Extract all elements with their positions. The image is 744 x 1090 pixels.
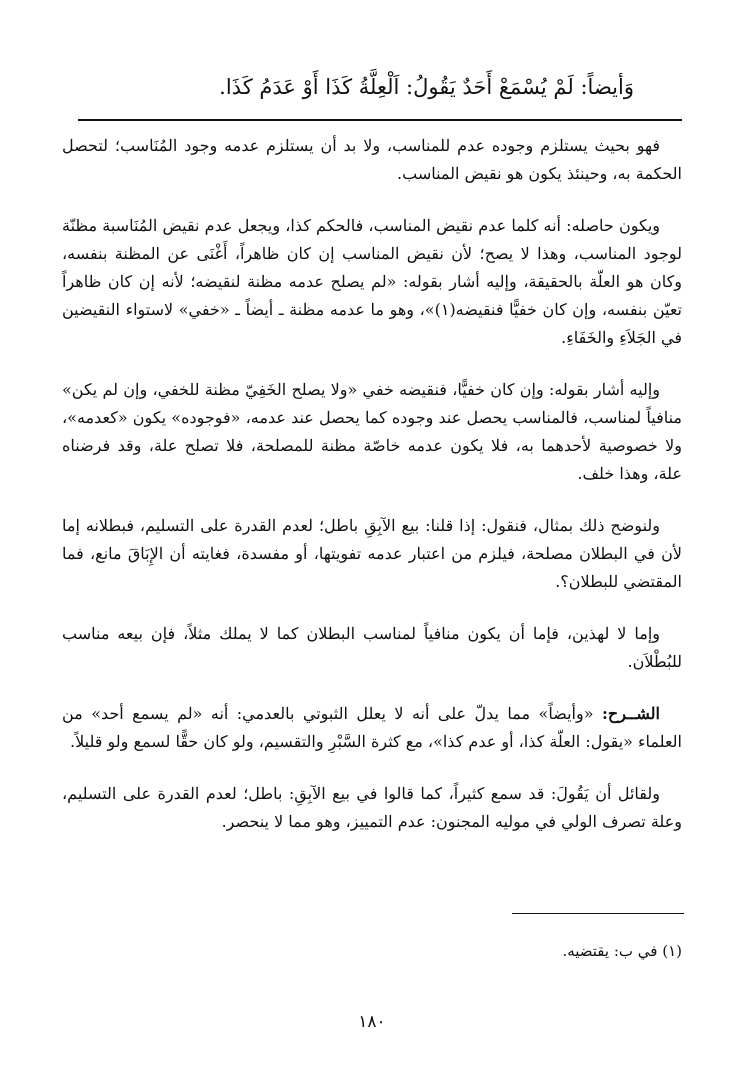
paragraph-4	[62, 512, 682, 596]
paragraph-6-text: «وأيضاً» مما يدلّ على أنه لا يعلل الثبوتي بالعدمي: أنه «لم يسمع أحد» من العلماء «يقول: العلّة كذا، أو عدم كذا»، مع كثرة السَّبْرِ والتقسيم، ولو كان حقًّا لسمع ولو قليلاً.	[62, 704, 682, 751]
paragraph-1-text: فهو بحيث يستلزم وجوده عدم للمناسب، ولا بد أن يستلزم عدمه وجود المُنَاسب؛ لتحصل الحكمة به، وحينئذ يكون هو نقيض المناسب.	[62, 136, 682, 183]
header-divider	[78, 119, 682, 121]
paragraph-1	[62, 132, 682, 188]
footnote-divider	[512, 913, 684, 914]
paragraph-7-text: ولقائل أن يَقُولَ: قد سمع كثيراً، كما قالوا في بيع الآبِقِ: باطل؛ لعدم القدرة على التسليم، وعلة تصرف الولي في موليه المجنون: عدم التمييز، وهو مما لا ينحصر.	[62, 784, 682, 831]
paragraph-7	[62, 780, 682, 836]
matn-heading: وَأيضاً: لَمْ يُسْمَعْ أَحَدٌ يَقُولُ: اَلْعِلَّةُ كَذَا أَوْ عَدَمُ كَذَا.	[219, 75, 634, 99]
paragraph-5	[62, 620, 682, 676]
footnote: (١) في ب: يقتضيه.	[562, 942, 682, 960]
sharh-label: الشــرح:	[601, 704, 660, 723]
paragraph-4-text: ولنوضح ذلك بمثال، فنقول: إذا قلنا: بيع الآبِقِ باطل؛ لعدم القدرة على التسليم، فبطلانه إما لأن في البطلان مصلحة، فيلزم من اعتبار عدمه تفويتها، أو مفسدة، فغايته أن الإِبَاقَ مانع، فما المقتضي للبطلان؟.	[62, 516, 682, 591]
paragraph-5-text: وإما لا لهذين، فإما أن يكون منافياً لمناسب البطلان كما لا يملك مثلاً، فإن بيعه مناسب للبُطْلاَن.	[62, 624, 682, 671]
paragraph-3	[62, 376, 682, 488]
commentary-body	[62, 132, 682, 860]
paragraph-6	[62, 700, 682, 756]
page-number: ١٨٠	[358, 1012, 386, 1032]
paragraph-2	[62, 212, 682, 352]
paragraph-2-text: ويكون حاصله: أنه كلما عدم نقيض المناسب، فالحكم كذا، ويجعل عدم نقيض المُنَاسبة مظنّة لوجود المناسب، وهذا لا يصح؛ لأن نقيض المناسب إن كان ظاهراً، أَغْنَى عن المظنة بنفسه، وكان هو العلّة بالحقيقة، وإليه أشار بقوله: «لم يصلح عدمه مظنة لنقيضه؛ لأنه إن كان ظاهراً تعيّن بنفسه، وإن كان خفيًّا فنقيضه(١)»، وهو ما عدمه مظنة ـ أيضاً ـ «خفي» لاستواء النقيضين في الجَلاَءِ والخَفَاءِ.	[62, 216, 683, 347]
paragraph-3-text: وإليه أشار بقوله: وإن كان خفيًّا، فنقيضه خفي «ولا يصلح الخَفِيّ مظنة للخفي، وإن لم يكن» منافياً لمناسب، فالمناسب يحصل عند وجوده كما يحصل عند عدمه، «فوجوده» يكون «كعدمه»، ولا خصوصية لأحدهما به، فلا يكون عدمه خاصّة مظنة للمصلحة، فلا تصلح علة، وقد فرضناه علة، وهذا خلف.	[62, 380, 682, 483]
